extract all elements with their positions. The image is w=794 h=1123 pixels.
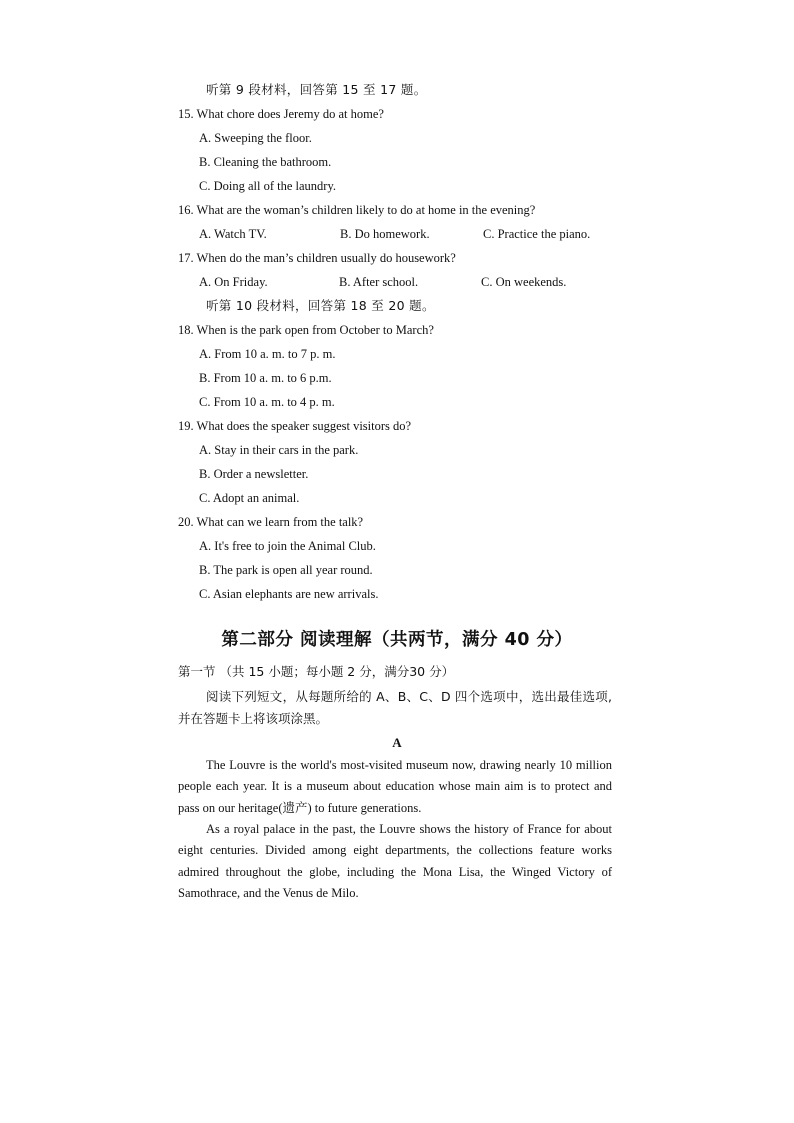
q16-option-a: A. Watch TV. bbox=[199, 227, 267, 241]
listening-section-10-intro: 听第 10 段材料，回答第 18 至 20 题。 bbox=[206, 298, 435, 313]
passage-paragraph-1: The Louvre is the world's most-visited museum now, drawing nearly 10 million people each year. It is a museum about education whose main aim is to protect and pass on our heritage(遗产) to future generations. bbox=[178, 758, 612, 815]
q19-option-a: A. Stay in their cars in the park. bbox=[199, 443, 359, 457]
q18-option-c: C. From 10 a. m. to 4 p. m. bbox=[199, 395, 335, 409]
question-19: 19. What does the speaker suggest visitors do? bbox=[178, 419, 412, 433]
q15-option-b: B. Cleaning the bathroom. bbox=[199, 155, 332, 169]
question-16: 16. What are the woman’s children likely to do at home in the evening? bbox=[178, 203, 536, 217]
q15-option-c: C. Doing all of the laundry. bbox=[199, 179, 337, 193]
question-17: 17. When do the man’s children usually do housework? bbox=[178, 251, 456, 265]
question-20: 20. What can we learn from the talk? bbox=[178, 515, 364, 529]
question-18: 18. When is the park open from October to March? bbox=[178, 323, 434, 337]
passage-paragraph-2: As a royal palace in the past, the Louvre shows the history of France for about eight centuries. Divided among eight departments, the collections feature works admired throughout the globe, including the Mona Lisa, the Winged Victory of Samothrace, and the Venus de Milo. bbox=[178, 822, 612, 900]
q17-option-a: A. On Friday. bbox=[199, 275, 268, 289]
question-15: 15. What chore does Jeremy do at home? bbox=[178, 107, 384, 121]
section-one-heading: 第一节 （共 15 小题；每小题 2 分，满分30 分） bbox=[178, 664, 455, 679]
q18-option-a: A. From 10 a. m. to 7 p. m. bbox=[199, 347, 336, 361]
q16-option-b: B. Do homework. bbox=[340, 227, 430, 241]
q20-option-b: B. The park is open all year round. bbox=[199, 563, 373, 577]
q20-option-a: A. It's free to join the Animal Club. bbox=[199, 539, 376, 553]
q17-option-c: C. On weekends. bbox=[481, 275, 567, 289]
part-two-heading: 第二部分 阅读理解（共两节，满分 40 分） bbox=[221, 630, 573, 650]
q16-option-c: C. Practice the piano. bbox=[483, 227, 591, 241]
passage-letter: A bbox=[392, 735, 402, 750]
q18-option-b: B. From 10 a. m. to 6 p.m. bbox=[199, 371, 332, 385]
q19-option-c: C. Adopt an animal. bbox=[199, 491, 300, 505]
q17-option-b: B. After school. bbox=[339, 275, 419, 289]
listening-section-9-intro: 听第 9 段材料，回答第 15 至 17 题。 bbox=[206, 82, 427, 97]
q19-option-b: B. Order a newsletter. bbox=[199, 467, 309, 481]
q20-option-c: C. Asian elephants are new arrivals. bbox=[199, 587, 379, 601]
q15-option-a: A. Sweeping the floor. bbox=[199, 131, 312, 145]
reading-instructions: 阅读下列短文，从每题所给的 A、B、C、D 四个选项中，选出最佳选项, 并在答题卡上将该项涂黑。 bbox=[178, 689, 612, 726]
